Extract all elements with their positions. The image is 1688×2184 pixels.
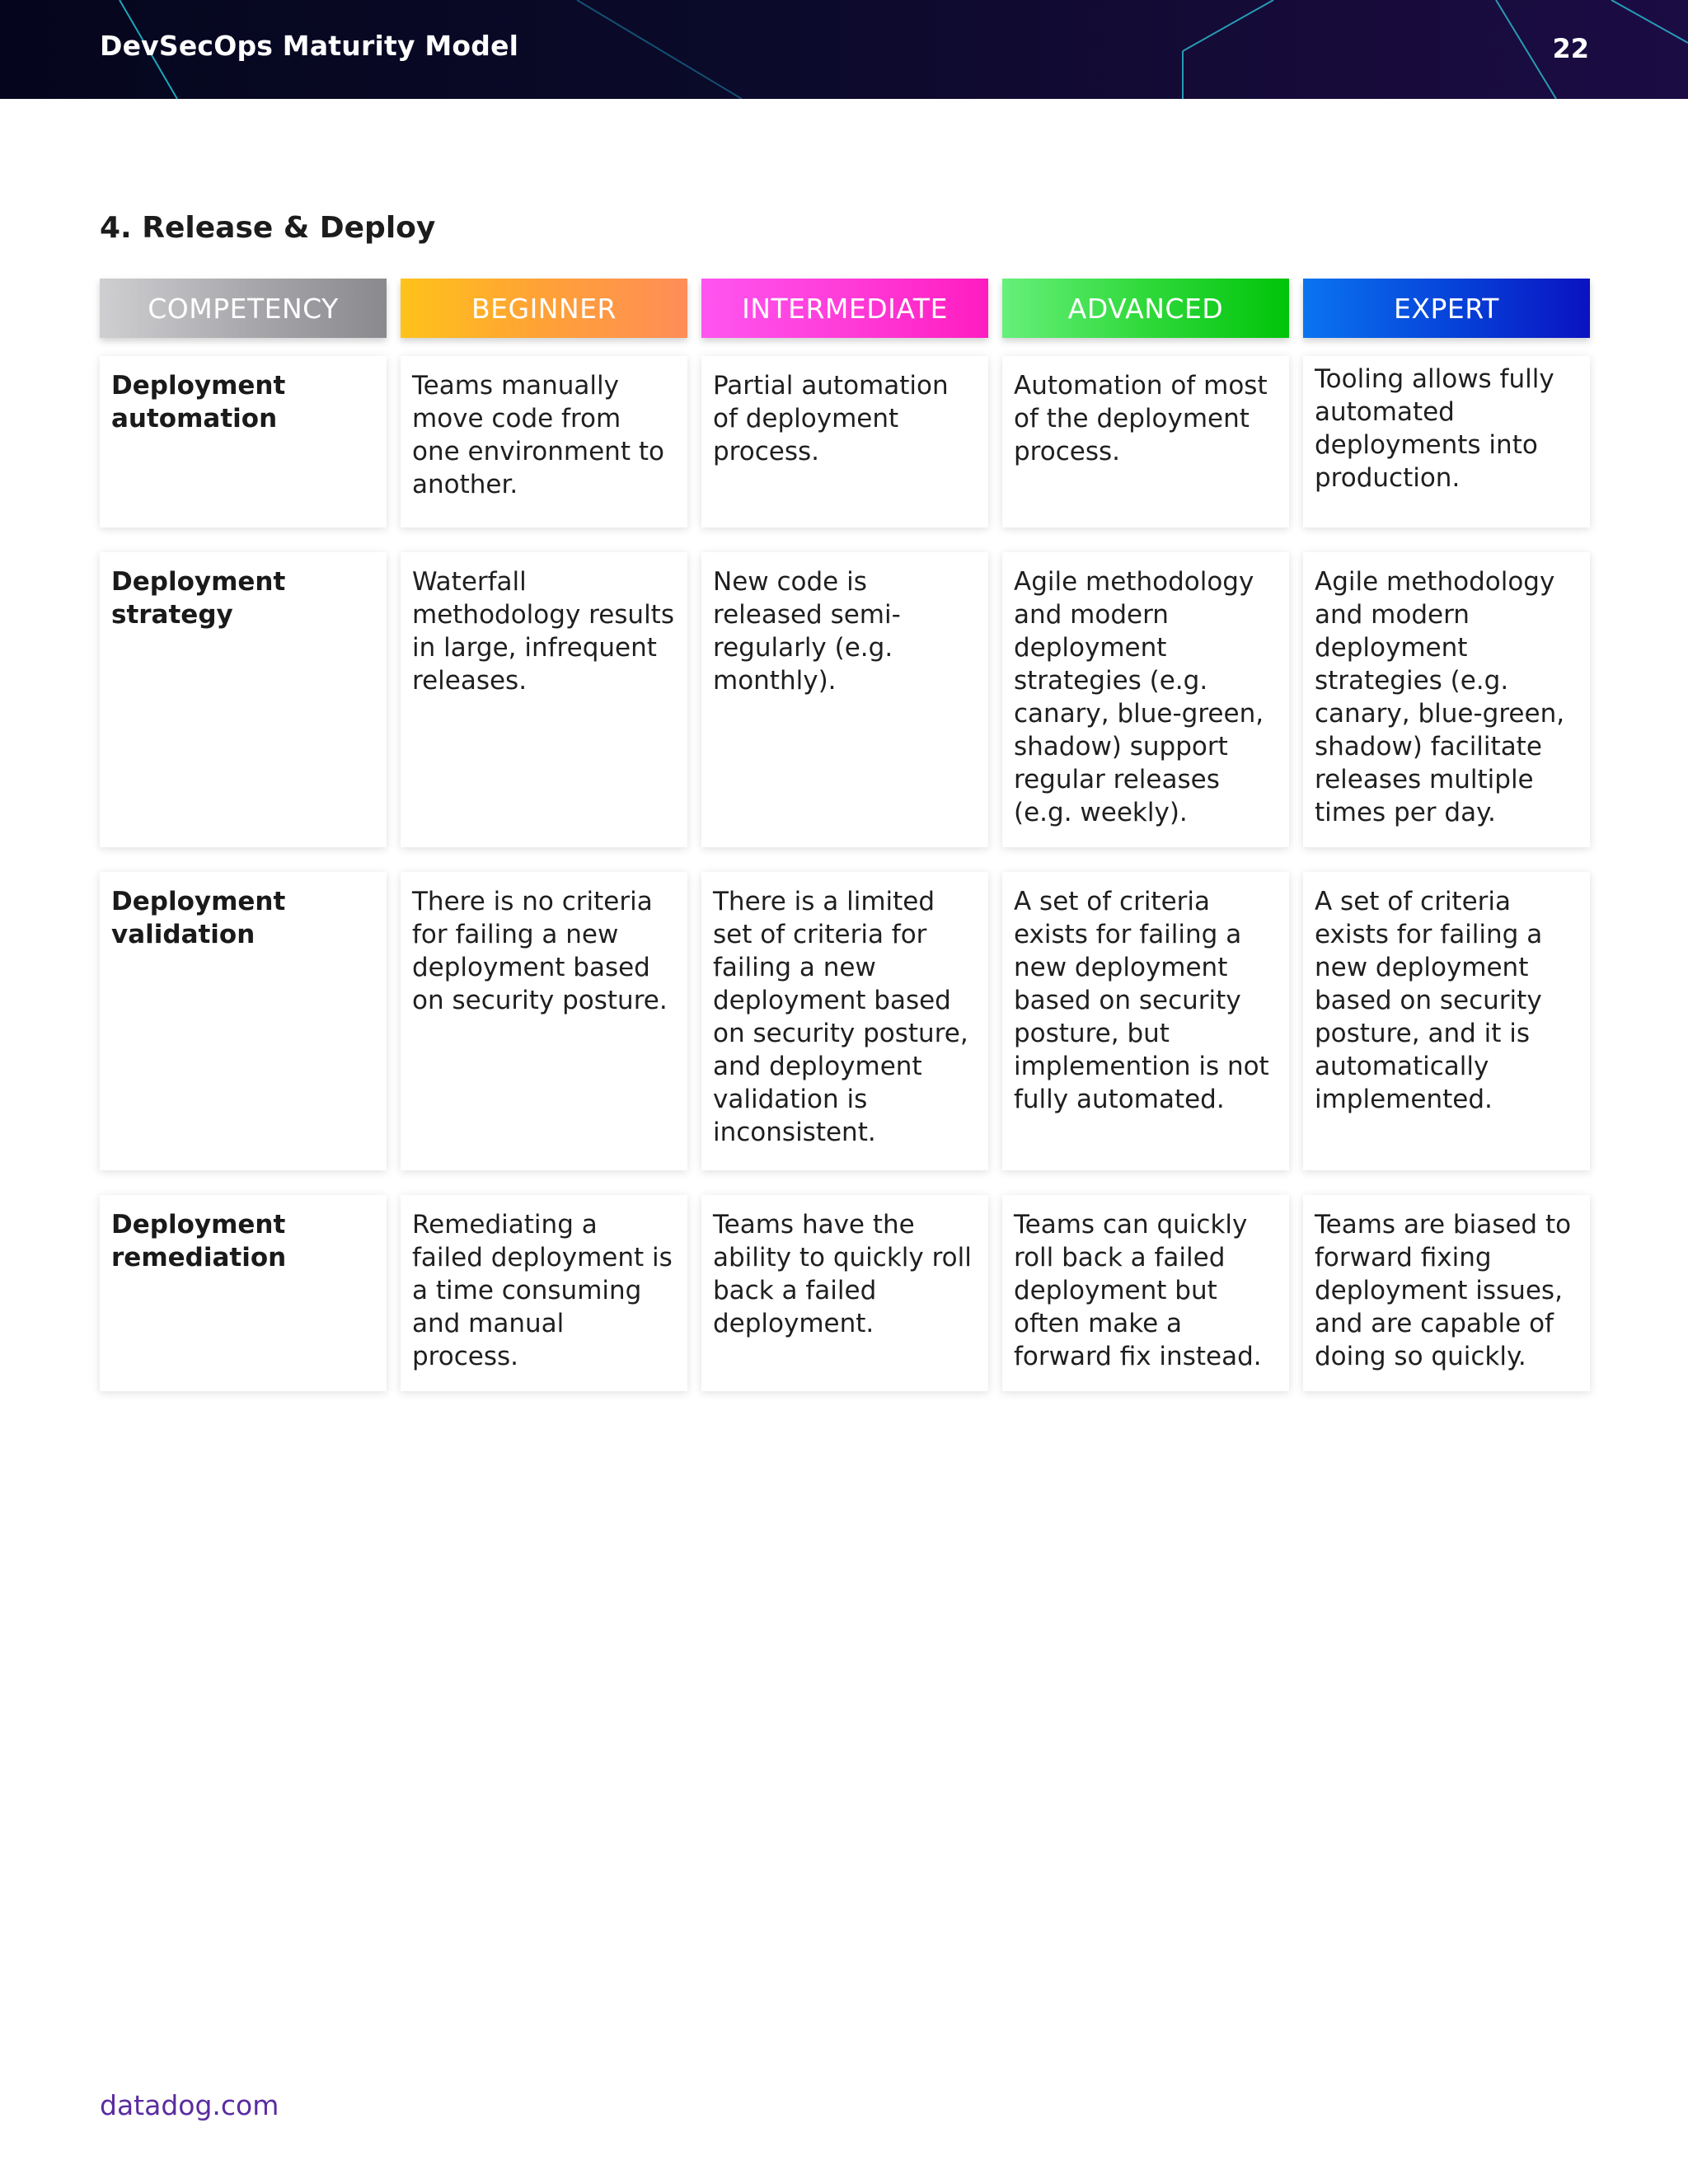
page-number: 22 bbox=[1552, 33, 1589, 64]
cell-strategy-intermediate: New code is released semi-regularly (e.g. monthly). bbox=[701, 552, 988, 847]
column-header-intermediate: INTERMEDIATE bbox=[701, 279, 988, 338]
cell-automation-beginner: Teams manually move code from one environment to another. bbox=[401, 356, 687, 527]
cell-remediation-beginner: Remediating a failed deployment is a time consuming and manual process. bbox=[401, 1195, 687, 1391]
competency-deployment-remediation: Deployment remediation bbox=[100, 1195, 387, 1391]
column-header-advanced: ADVANCED bbox=[1002, 279, 1289, 338]
header-banner bbox=[0, 0, 1688, 99]
column-header-competency: COMPETENCY bbox=[100, 279, 387, 338]
cell-validation-advanced: A set of criteria exists for failing a new deployment based on security posture, but implemention is not fully automated. bbox=[1002, 872, 1289, 1170]
cell-remediation-advanced: Teams can quickly roll back a failed deployment but often make a forward fix instead. bbox=[1002, 1195, 1289, 1391]
column-header-beginner: BEGINNER bbox=[401, 279, 687, 338]
document-title: DevSecOps Maturity Model bbox=[100, 30, 519, 62]
competency-deployment-validation: Deployment validation bbox=[100, 872, 387, 1170]
cell-automation-advanced: Automation of most of the deployment process. bbox=[1002, 356, 1289, 527]
cell-automation-intermediate: Partial automation of deployment process. bbox=[701, 356, 988, 527]
cell-remediation-expert: Teams are biased to forward fixing deployment issues, and are capable of doing so quickly. bbox=[1303, 1195, 1590, 1391]
cell-strategy-expert: Agile methodology and modern deployment strategies (e.g. canary, blue-green, shadow) facilitate releases multiple times per day. bbox=[1303, 552, 1590, 847]
section-title: 4. Release & Deploy bbox=[100, 211, 436, 245]
cell-validation-beginner: There is no criteria for failing a new deployment based on security posture. bbox=[401, 872, 687, 1170]
cell-strategy-advanced: Agile methodology and modern deployment strategies (e.g. canary, blue-green, shadow) support regular releases (e.g. weekly). bbox=[1002, 552, 1289, 847]
cell-remediation-intermediate: Teams have the ability to quickly roll back a failed deployment. bbox=[701, 1195, 988, 1391]
competency-deployment-automation: Deployment automation bbox=[100, 356, 387, 527]
competency-deployment-strategy: Deployment strategy bbox=[100, 552, 387, 847]
cell-validation-expert: A set of criteria exists for failing a new deployment based on security posture, and it is automatically implemented. bbox=[1303, 872, 1590, 1170]
footer-website-link[interactable]: datadog.com bbox=[100, 2089, 279, 2121]
cell-automation-expert: Tooling allows fully automated deployments into production. bbox=[1303, 356, 1590, 527]
cell-strategy-beginner: Waterfall methodology results in large, infrequent releases. bbox=[401, 552, 687, 847]
cell-validation-intermediate: There is a limited set of criteria for failing a new deployment based on security posture, and deployment validation is inconsistent. bbox=[701, 872, 988, 1170]
column-header-expert: EXPERT bbox=[1303, 279, 1590, 338]
